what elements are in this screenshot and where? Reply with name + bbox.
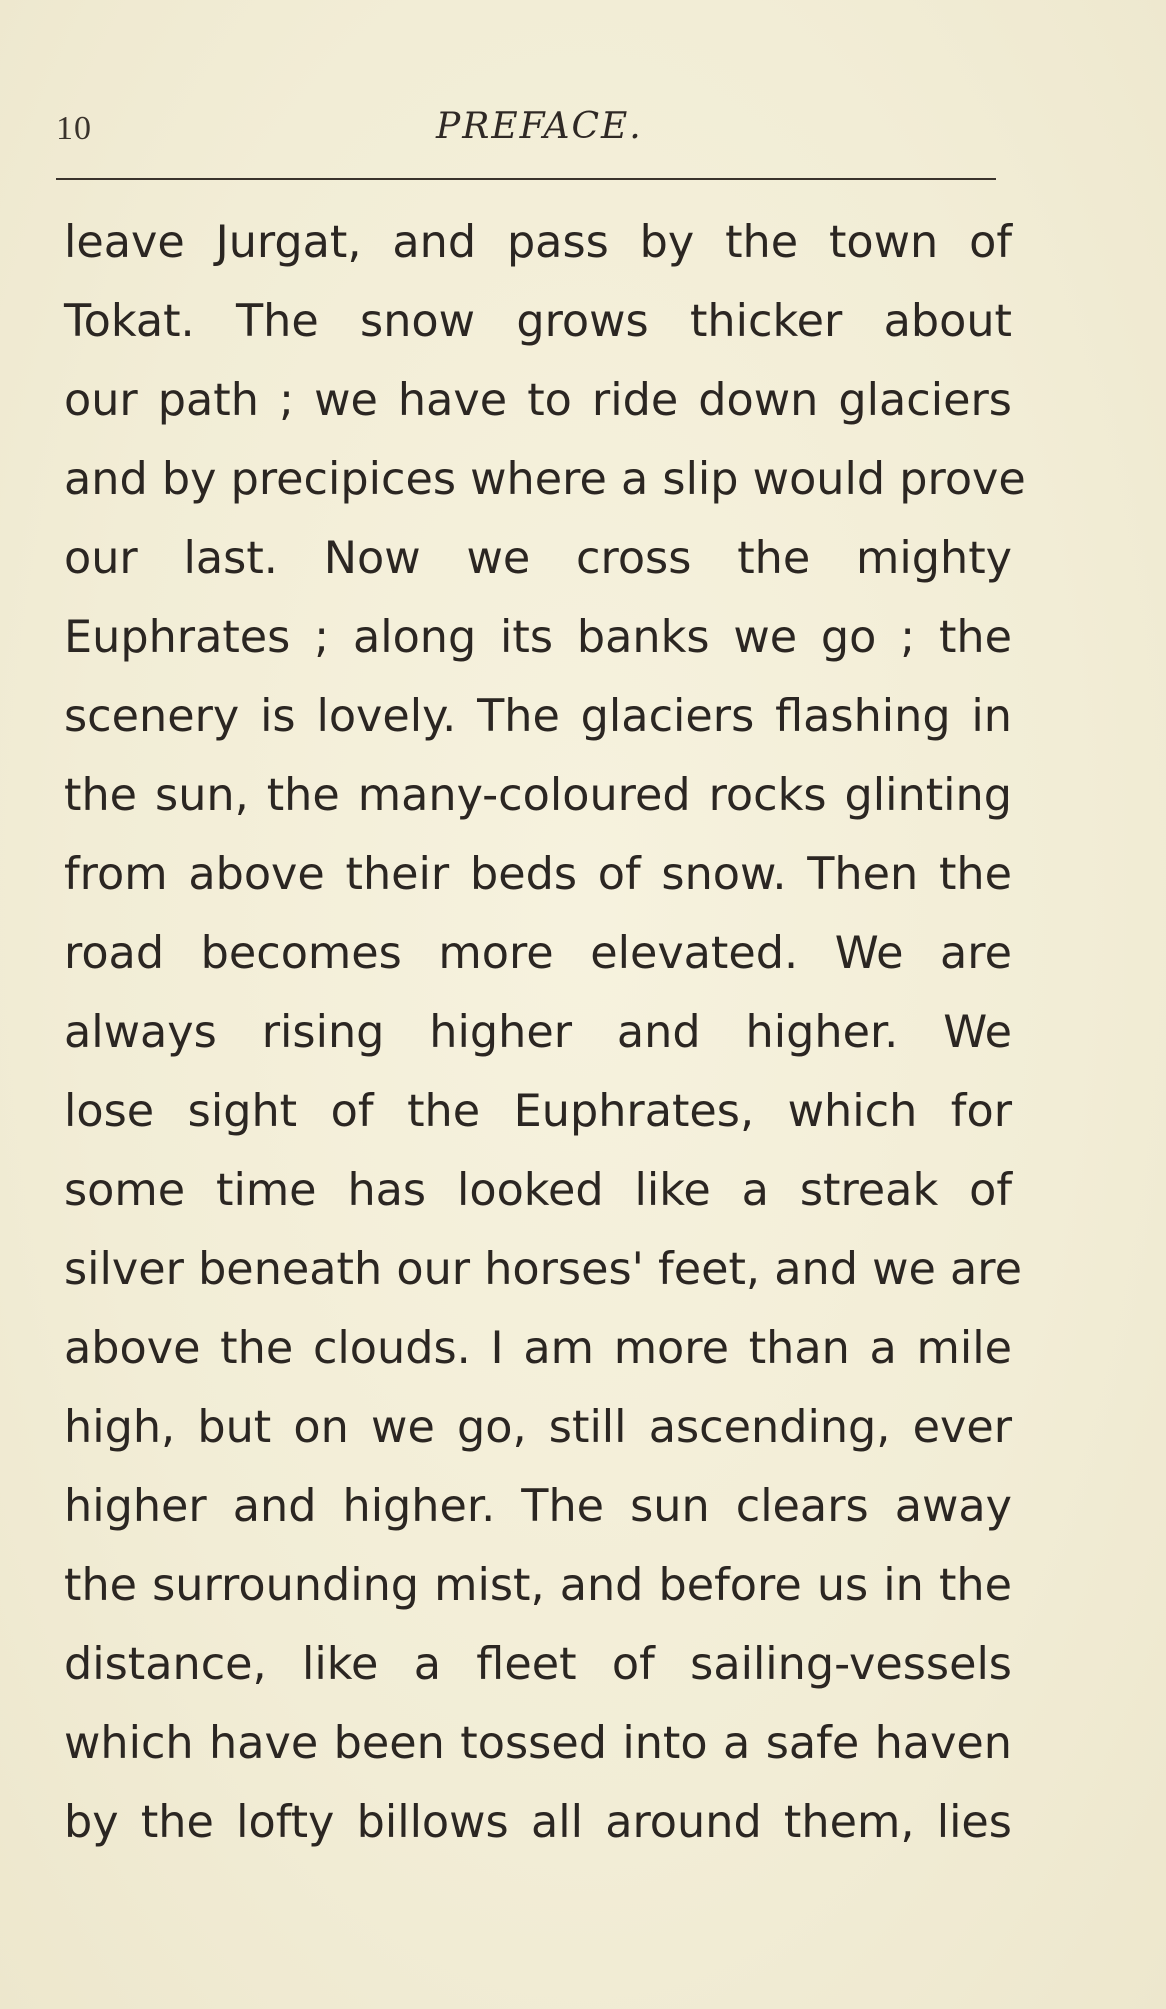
text-line: by the lofty billows all around them, lies xyxy=(64,1797,1012,1848)
text-line: Euphrates ; along its banks we go ; the xyxy=(64,612,1012,663)
text-line: the sun, the many-coloured rocks glinting xyxy=(64,770,1012,821)
text-line: silver beneath our horses' feet, and we are xyxy=(64,1244,1022,1295)
text-line: Tokat. The snow grows thicker about xyxy=(64,296,1012,347)
page-number: 10 xyxy=(56,110,92,147)
text-line: and by precipices where a slip would prove xyxy=(64,454,1026,505)
text-line: some time has looked like a streak of xyxy=(64,1165,1012,1216)
text-line: our last. Now we cross the mighty xyxy=(64,533,1012,584)
text-line: from above their beds of snow. Then the xyxy=(64,849,1012,900)
text-line: above the clouds. I am more than a mile xyxy=(64,1323,1012,1374)
text-line: leave Jurgat, and pass by the town of xyxy=(64,217,1012,268)
text-line: which have been tossed into a safe haven xyxy=(64,1718,1012,1769)
text-line: distance, like a fleet of sailing-vessels xyxy=(64,1639,1012,1690)
header-rule xyxy=(56,178,996,180)
text-line: lose sight of the Euphrates, which for xyxy=(64,1086,1012,1137)
text-line: scenery is lovely. The glaciers flashing in xyxy=(64,691,1012,742)
text-line: high, but on we go, still ascending, ever xyxy=(64,1402,1012,1453)
text-line: always rising higher and higher. We xyxy=(64,1007,1012,1058)
text-line: the surrounding mist, and before us in the xyxy=(64,1560,1012,1611)
running-head xyxy=(56,106,996,158)
text-line: higher and higher. The sun clears away xyxy=(64,1481,1012,1532)
text-line: our path ; we have to ride down glaciers xyxy=(64,375,1012,426)
running-head-title: PREFACE. xyxy=(436,106,643,147)
body-text xyxy=(64,203,1026,1862)
text-line: road becomes more elevated. We are xyxy=(64,928,1012,979)
